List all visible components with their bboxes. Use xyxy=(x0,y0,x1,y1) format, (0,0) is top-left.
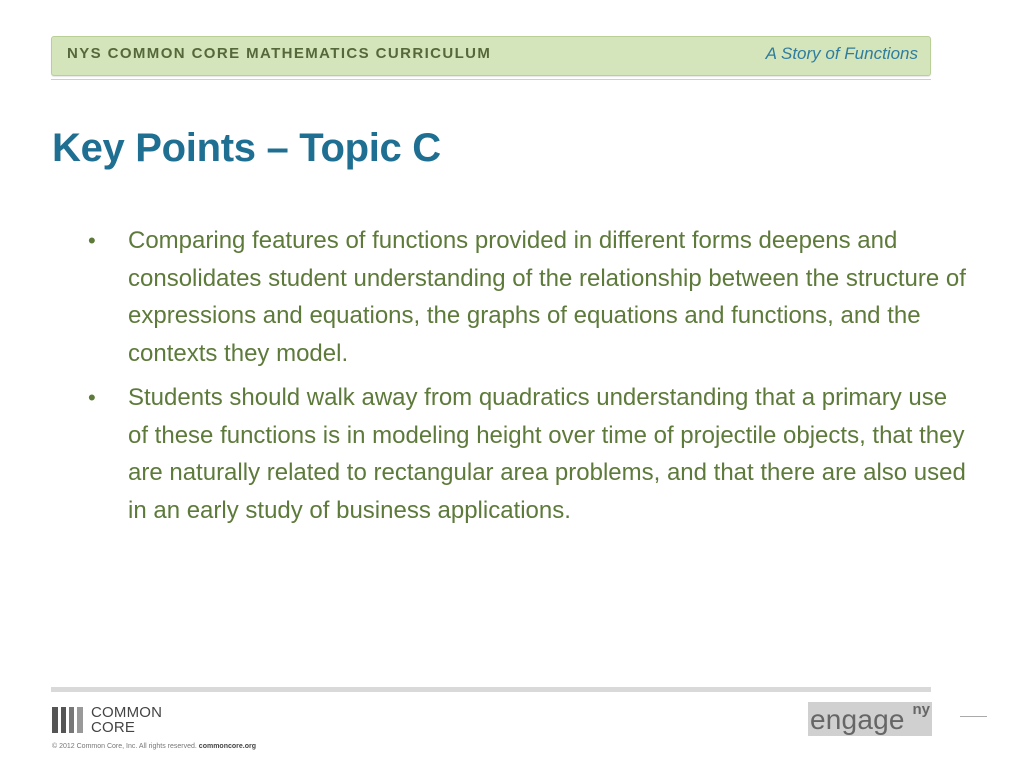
bullet-text: Comparing features of functions provided in different forms deepens and consolidates student understanding of the relationship between the structure of expressions and equations, the graphs of equations and functions, and the contexts they model. xyxy=(128,227,966,367)
bullet-text: Students should walk away from quadratics understanding that a primary use of these functions is in modeling height over time of projectile objects, that they are naturally related to rectangular area problems, and that there are also used in an early study of business applications. xyxy=(128,384,966,524)
common-core-wordmark: COMMON CORE xyxy=(91,704,163,736)
bullet-item xyxy=(88,379,968,529)
curriculum-name: NYS COMMON CORE MATHEMATICS CURRICULUM xyxy=(67,45,492,62)
curriculum-header xyxy=(51,36,931,76)
commoncore-link[interactable]: commoncore.org xyxy=(198,743,256,750)
slide-title: Key Points – Topic C xyxy=(52,126,441,170)
bullet-icon: • xyxy=(88,228,96,253)
side-divider xyxy=(960,716,987,717)
engageny-logo: engage ny xyxy=(810,702,930,735)
header-divider xyxy=(51,79,931,80)
copyright-notice: © 2012 Common Core, Inc. All rights reserved. commoncore.org xyxy=(52,743,256,750)
footer-divider xyxy=(51,687,931,692)
module-name: A Story of Functions xyxy=(765,44,918,63)
bullet-list xyxy=(88,222,968,536)
bullet-icon: • xyxy=(88,385,96,410)
bullet-item xyxy=(88,222,968,372)
